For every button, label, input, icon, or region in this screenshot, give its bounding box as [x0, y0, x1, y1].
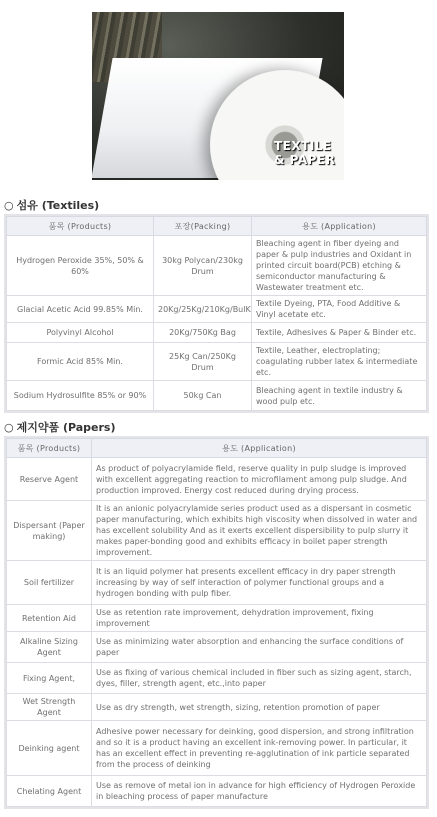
- textiles-table: [6, 216, 427, 411]
- table-row: [7, 776, 427, 807]
- product-cell: Wet Strength Agent: [7, 694, 92, 721]
- papers-heading-text: 제지약품 (Papers): [16, 421, 116, 434]
- application-cell: Use as dry strength, wet strength, sizing, retention promotion of paper: [92, 694, 427, 721]
- product-cell: Hydrogen Peroxide 35%, 50% & 60%: [7, 236, 154, 296]
- hero-caption-line1: TEXTILE: [274, 139, 332, 153]
- table-row: [7, 663, 427, 694]
- application-cell: Bleaching agent in fiber dyeing and paper & pulp industries and Oxidant in printed circuit board(PCB) etching & semiconductor manufacturing & Wastewater treatment etc.: [252, 236, 427, 296]
- product-cell: Polyvinyl Alcohol: [7, 323, 154, 343]
- table-row: [7, 605, 427, 632]
- product-cell: Reserve Agent: [7, 458, 92, 501]
- table-row: [7, 632, 427, 663]
- table-row: [7, 501, 427, 561]
- table-row: [7, 721, 427, 776]
- application-cell: Bleaching agent in textile industry & wood pulp etc.: [252, 381, 427, 411]
- packing-cell: 50kg Can: [154, 381, 252, 411]
- table-row: [7, 381, 427, 411]
- table-row: [7, 323, 427, 343]
- packing-cell: 20Kg/750Kg Bag: [154, 323, 252, 343]
- header-application: 용도 (Application): [252, 217, 427, 236]
- header-packing: 포장(Packing): [154, 217, 252, 236]
- table-row: [7, 561, 427, 605]
- application-cell: Adhesive power necessary for deinking, good dispersion, and strong infiltration and so it is a product having an excellent ink-removing power. In particular, it has an excellent effect in preventing re-agglutination of ink particle separated from the process of deinking: [92, 721, 427, 776]
- product-cell: Deinking agent: [7, 721, 92, 776]
- papers-table-box: [4, 436, 429, 809]
- application-cell: Use as retention rate improvement, dehydration improvement, fixing improvement: [92, 605, 427, 632]
- table-row: [7, 694, 427, 721]
- application-cell: Use as fixing of various chemical included in fiber such as sizing agent, starch, dyes, filler, strength agent, etc.,into paper: [92, 663, 427, 694]
- textiles-heading: [4, 199, 99, 213]
- application-cell: It is an liquid polymer hat presents excellent efficacy in dry paper strength increasing by way of self interaction of polymer functional groups and a hydrogen bonding with pulp fiber.: [92, 561, 427, 605]
- product-cell: Glacial Acetic Acid 99.85% Min.: [7, 296, 154, 323]
- product-cell: Formic Acid 85% Min.: [7, 343, 154, 381]
- header-products: 품목 (Products): [7, 439, 92, 458]
- application-cell: Use as minimizing water absorption and enhancing the surface conditions of paper: [92, 632, 427, 663]
- textiles-table-box: [4, 214, 429, 413]
- application-cell: Textile, Adhesives & Paper & Binder etc.: [252, 323, 427, 343]
- packing-cell: 30kg Polycan/230kg Drum: [154, 236, 252, 296]
- table-row: [7, 343, 427, 381]
- product-cell: Alkaline Sizing Agent: [7, 632, 92, 663]
- table-header-row: [7, 217, 427, 236]
- product-cell: Sodium Hydrosulfite 85% or 90%: [7, 381, 154, 411]
- product-cell: Fixing Agent,: [7, 663, 92, 694]
- textiles-heading-text: 섬유 (Textiles): [16, 199, 100, 212]
- hero-image: [92, 12, 344, 180]
- application-cell: Textile Dyeing, PTA, Food Additive & Vinyl acetate etc.: [252, 296, 427, 323]
- header-application: 용도 (Application): [92, 439, 427, 458]
- application-cell: It is an anionic polyacrylamide series product used as a dispersant in cosmetic paper manufacturing, which exhibits high viscosity when dissolved in water and has excellent solubility And as it exerts excellent dispersibility to pulp slurry it makes paper-bonding good and exhibits efficacy in boilet paper strength improvement.: [92, 501, 427, 561]
- hero-caption-line2: & PAPER: [274, 153, 336, 167]
- table-row: [7, 236, 427, 296]
- packing-cell: 20Kg/25Kg/210Kg/BulK: [154, 296, 252, 323]
- product-cell: Soil fertilizer: [7, 561, 92, 605]
- circle-bullet-icon: ○: [4, 421, 14, 434]
- application-cell: Use as remove of metal ion in advance for high efficiency of Hydrogen Peroxide in bleaching process of paper manufacture: [92, 776, 427, 807]
- papers-heading: [4, 421, 116, 435]
- application-cell: As product of polyacrylamide field, reserve quality in pulp sludge is improved with excellent aggregating reaction to microfilament among pulp sludge. And production improved. Energy cost reduced during drying process.: [92, 458, 427, 501]
- product-cell: Retention Aid: [7, 605, 92, 632]
- application-cell: Textile, Leather, electroplating; coagulating rubber latex & intermediate etc.: [252, 343, 427, 381]
- hero-caption: [274, 139, 342, 167]
- packing-cell: 25Kg Can/250Kg Drum: [154, 343, 252, 381]
- header-products: 품목 (Products): [7, 217, 154, 236]
- circle-bullet-icon: ○: [4, 199, 14, 212]
- product-cell: Chelating Agent: [7, 776, 92, 807]
- product-cell: Dispersant (Paper making): [7, 501, 92, 561]
- table-row: [7, 296, 427, 323]
- table-header-row: [7, 439, 427, 458]
- table-row: [7, 458, 427, 501]
- papers-table: [6, 438, 427, 807]
